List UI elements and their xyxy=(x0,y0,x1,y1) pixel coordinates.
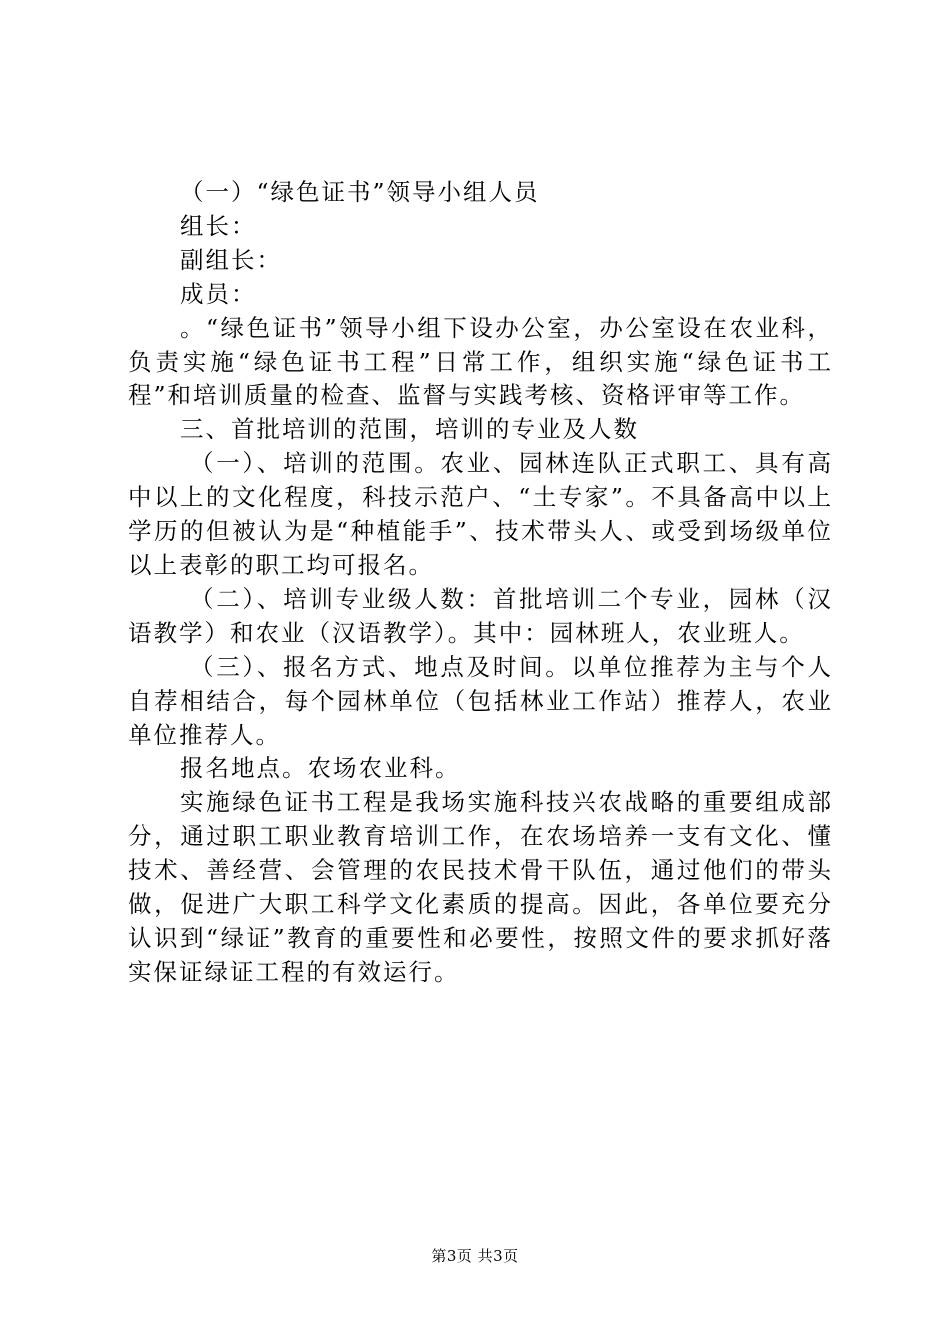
registration-method-paragraph: （三）、报名方式、地点及时间。以单位推荐为主与个人自荐相结合，每个园林单位（包括林业工作站）推荐人，农业单位推荐人。 xyxy=(128,652,833,749)
deputy-leader-line: 副组长： xyxy=(180,245,282,274)
section-heading-training-scope: 三、首批培训的范围，培训的专业及人数 xyxy=(180,415,639,444)
closing-paragraph: 实施绿色证书工程是我场实施科技兴农战略的重要组成部分，通过职工职业教育培训工作，在农场培养一支有文化、懂技术、善经营、会管理的农民技术骨干队伍，通过他们的带头做，促进广大职工科学文化素质的提高。因此，各单位要充分认识到“绿证”教育的重要性和必要性，按照文件的要求抓好落实保证绿证工程的有效运行。 xyxy=(128,788,833,986)
section-heading-leadership-group: （一）“绿色证书”领导小组人员 xyxy=(180,178,540,206)
office-paragraph: 。“绿色证书”领导小组下设办公室，办公室设在农业科，负责实施“绿色证书工程”日常工作，组织实施“绿色证书工程”和培训质量的检查、监督与实践考核、资格评审等工作。 xyxy=(128,313,833,410)
members-line: 成员： xyxy=(180,279,257,308)
training-scope-paragraph: （一）、培训的范围。农业、园林连队正式职工、具有高中以上的文化程度，科技示范户、“土专家”。不具备高中以上学历的但被认为是“种植能手”、技术带头人、或受到场级单位以上表彰的职工均可报名。 xyxy=(128,449,833,579)
registration-location-line: 报名地点。农场农业科。 xyxy=(180,754,461,783)
page-number-footer: 第3页 共3页 xyxy=(431,1247,519,1265)
training-specialty-paragraph: （二）、培训专业级人数：首批培训二个专业，园林（汉语教学）和农业（汉语教学）。其中：园林班人，农业班人。 xyxy=(128,584,833,647)
document-body xyxy=(128,176,833,990)
group-leader-line: 组长： xyxy=(180,211,257,240)
